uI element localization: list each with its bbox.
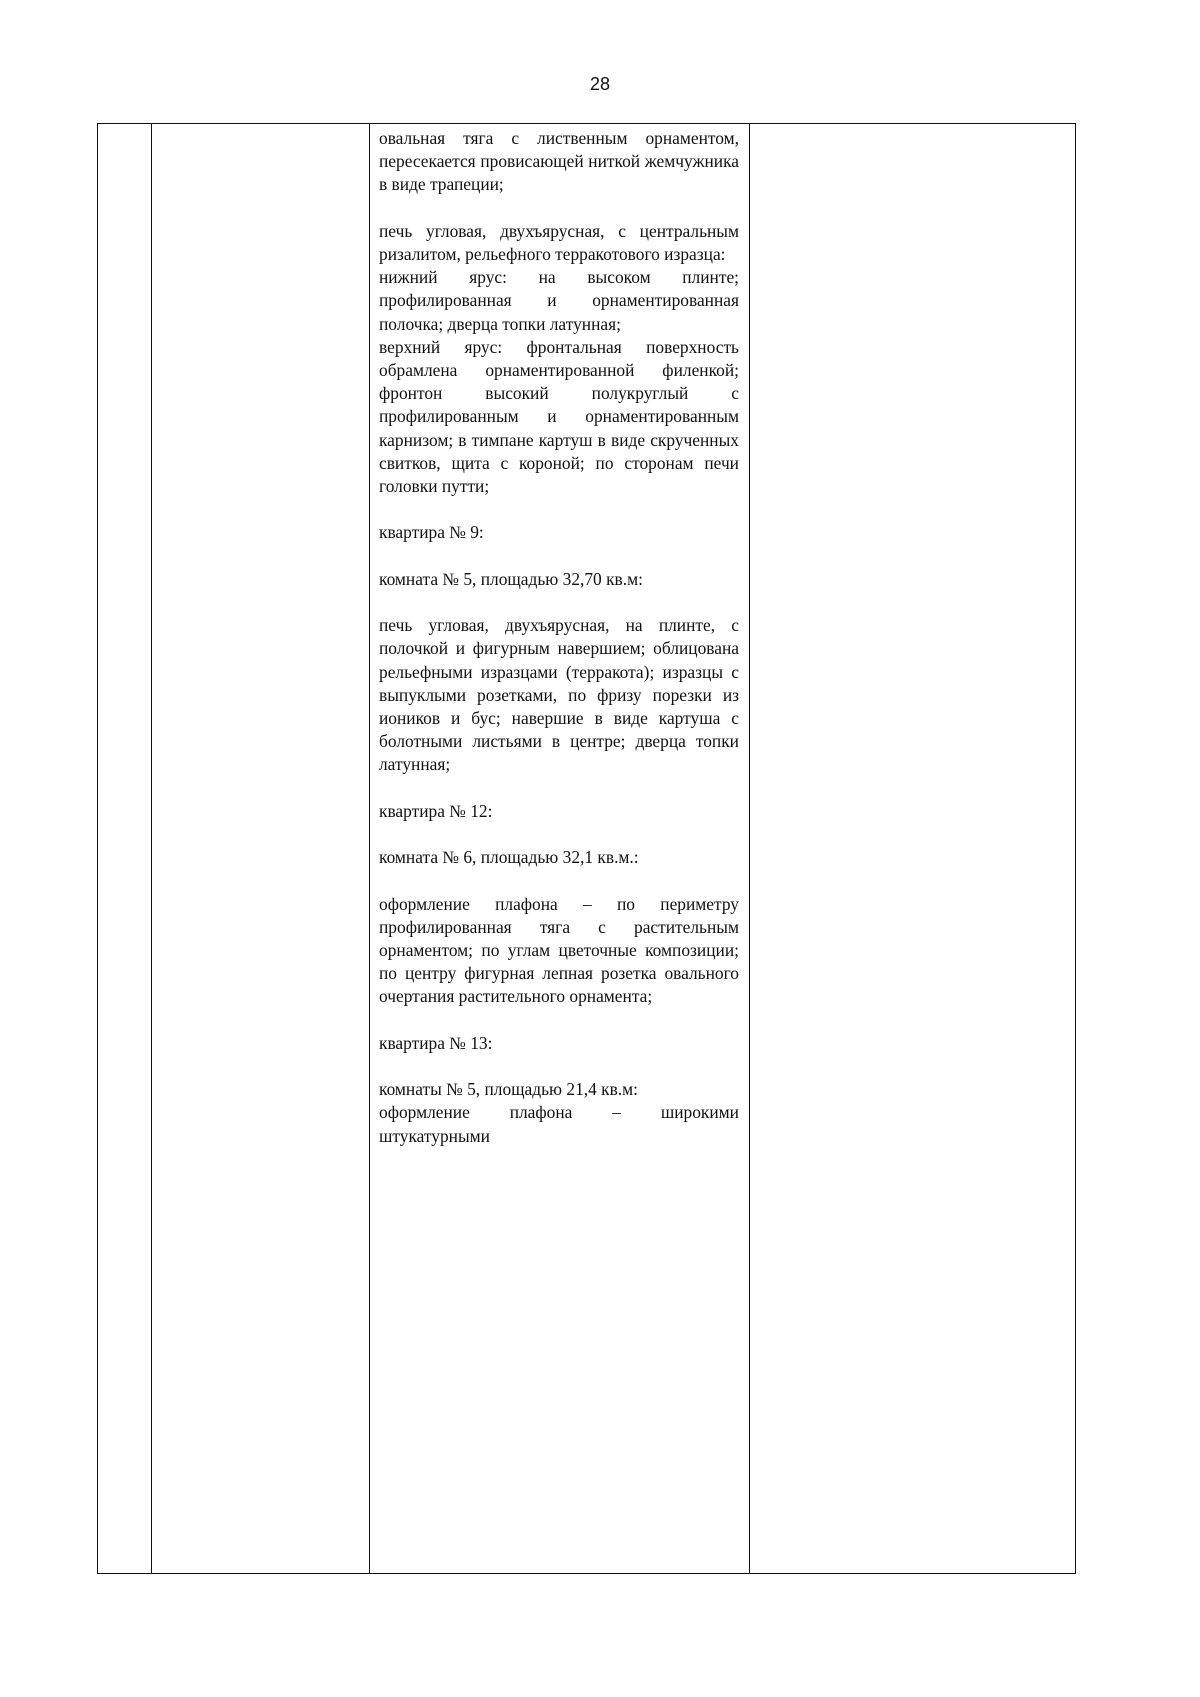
paragraph-corner-stove: печь угловая, двухъярусная, с центральным ризалитом, рельефного терракотового изразца: [379,220,739,264]
column-divider-1 [151,124,152,1573]
heading-apartment-12: квартира № 12: [379,800,493,821]
paragraph-upper-tier: верхний ярус: фронтальная поверхность обрамлена орнаментированной филенкой; фронтон высокий полукруглый с профилированным и орнаментированным карнизом; в тимпане картуш в виде скрученных свитков, щита с короной; по сторонам печи головки путти; [379,336,739,497]
paragraph-ceiling-plaster: оформление плафона – широкими штукатурными [379,1102,739,1146]
paragraph-stove-terracotta: печь угловая, двухъярусная, на плинте, с полочкой и фигурным навершием; облицована рельефными изразцами (терракота); изразцы с выпуклыми розетками, по фризу порезки из иоников и бус; навершие в виде картуша с болотными листьями в центре; дверца топки латунная; [379,615,739,775]
description-cell [369,124,749,1148]
heading-room-6: комната № 6, площадью 32,1 кв.м.: [379,847,639,868]
paragraph-ceiling-design: оформление плафона – по периметру профилированная тяга с растительным орнаментом; по углам цветочные композиции; по центру фигурная лепная розетка овального очертания растительного орнамента; [379,893,739,1007]
heading-apartment-9: квартира № 9: [379,522,484,543]
heading-room-5: комната № 5, площадью 32,70 кв.м: [379,568,643,589]
column-divider-3 [749,124,750,1573]
heading-apartment-13: квартира № 13: [379,1032,493,1053]
paragraph-oval-molding: овальная тяга с лиственным орнаментом, пересекается провисающей ниткой жемчужника в виде трапеции; [379,128,739,195]
heading-rooms-5: комнаты № 5, площадью 21,4 кв.м: [379,1079,639,1100]
document-table [97,123,1076,1574]
page-number: 28 [589,74,611,94]
paragraph-lower-tier: нижний ярус: на высоком плинте; профилированная и орнаментированная полочка; дверца топки латунная; [379,267,739,334]
